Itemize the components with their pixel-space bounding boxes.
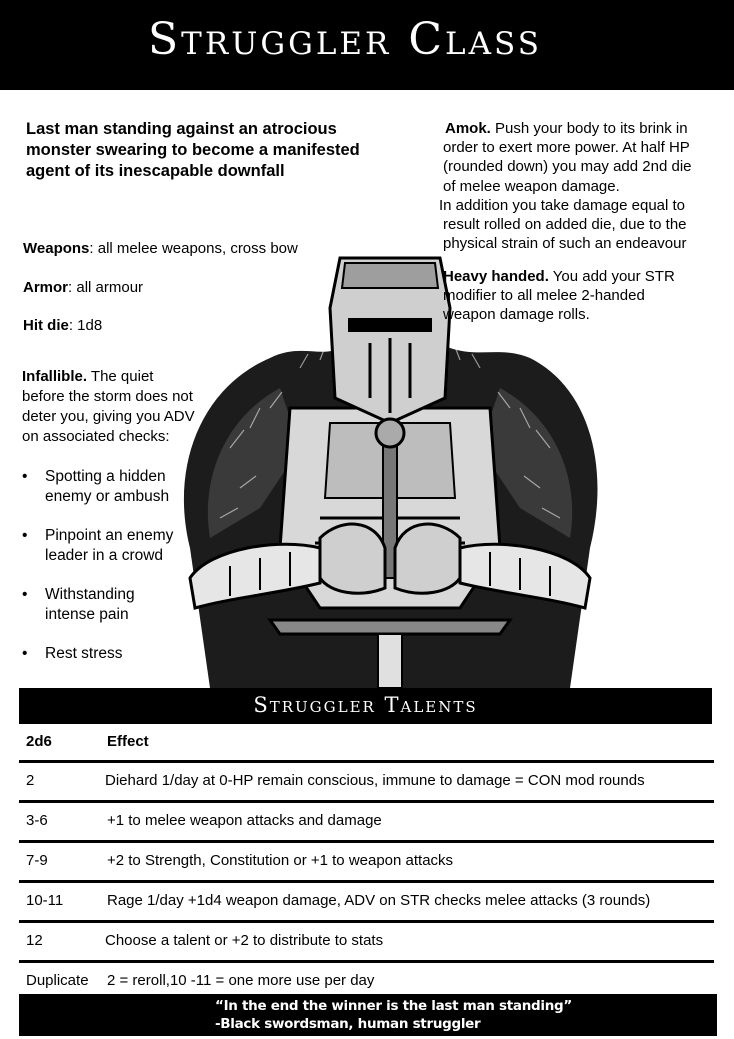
roll-cell: 12 [26,932,43,949]
effect-cell: +2 to Strength, Constitution or +1 to weapon attacks [107,852,454,869]
list-item-line: leader in a crowd [45,547,164,564]
table-row [19,923,714,963]
roll-cell: 7-9 [26,852,48,869]
amok-title: Amok. [445,120,491,137]
effect-cell: Diehard 1/day at 0-HP remain conscious, immune to damage = CON mod rounds [105,772,645,789]
infallible-line: The quiet [87,368,154,385]
amok-line: Push your body to its brink in [490,120,688,137]
heavy-handed-line: You add your STR [548,268,675,285]
list-item-line: • Withstanding [45,586,135,603]
table-row [19,843,714,883]
table-row [19,803,714,843]
table-header-row [19,724,714,763]
heavy-handed-title: Heavy handed. [443,268,549,285]
talents-table [19,724,714,1000]
heavy-handed-line: weapon damage rolls. [443,306,590,324]
class-intro: Last man standing against an atrocious monster swearing to become a manifested agent of its inescapable downfall [26,120,360,180]
amok-line: (rounded down) you may add 2nd die [443,158,692,176]
roll-column-header: 2d6 [26,733,52,750]
infallible-feature [22,367,232,447]
infallible-checks-list [22,467,222,683]
page-title: Struggler Class [148,14,542,65]
list-item-line: • Spotting a hidden [45,468,166,485]
list-item-line: enemy or ambush [45,488,170,505]
amok-line: order to exert more power. At half HP [443,139,690,157]
armor-value: : all armour [68,279,144,296]
talents-banner [19,688,712,724]
roll-cell: 10-11 [26,892,64,909]
roll-cell: 3-6 [26,812,48,829]
effect-cell: +1 to melee weapon attacks and damage [107,812,382,829]
infallible-line: on associated checks: [22,428,170,445]
talents-title: Struggler Talents [253,693,478,717]
infallible-line: before the storm does not [22,388,193,405]
armor-label: Armor [23,279,69,296]
amok-feature [439,119,729,253]
effect-column-header: Effect [107,733,149,750]
infallible-title: Infallible. [22,368,88,385]
weapons-stat [23,240,298,257]
list-item [22,526,222,566]
list-item [22,644,222,664]
infallible-line: deter you, giving you ADV [22,408,195,425]
quote-banner [19,994,717,1036]
heavy-handed-feature [443,267,723,325]
armor-stat [23,279,143,296]
weapons-value: : all melee weapons, cross bow [89,240,298,257]
effect-cell: Choose a talent or +2 to distribute to stats [105,932,384,949]
list-item-line: intense pain [45,606,129,623]
hit-die-stat [23,317,102,334]
list-item-line: • Pinpoint an enemy [45,527,174,544]
heavy-handed-line: modifier to all melee 2-handed [443,287,645,305]
roll-cell: Duplicate [26,972,89,989]
weapons-label: Weapons [23,240,90,257]
hit-die-value: : 1d8 [68,317,103,334]
amok-line: result rolled on added die, due to the [443,216,687,234]
roll-cell: 2 [26,772,35,789]
list-item [22,585,222,625]
amok-line: In addition you take damage equal to [439,196,686,214]
table-row [19,763,714,803]
quote-author: -Black swordsman, human struggler [215,1016,481,1032]
quote-text: “In the end the winner is the last man standing” [215,998,572,1014]
amok-line: of melee weapon damage. [443,177,620,195]
list-item [22,467,222,507]
effect-cell: Rage 1/day +1d4 weapon damage, ADV on STR checks melee attacks (3 rounds) [107,892,651,909]
header-banner [0,0,734,90]
table-row [19,883,714,923]
list-item-line: • Rest stress [45,645,123,662]
effect-cell: 2 = reroll,10 -11 = one more use per day [107,972,375,989]
amok-line: physical strain of such an endeavour [443,235,687,253]
hit-die-label: Hit die [23,317,69,334]
